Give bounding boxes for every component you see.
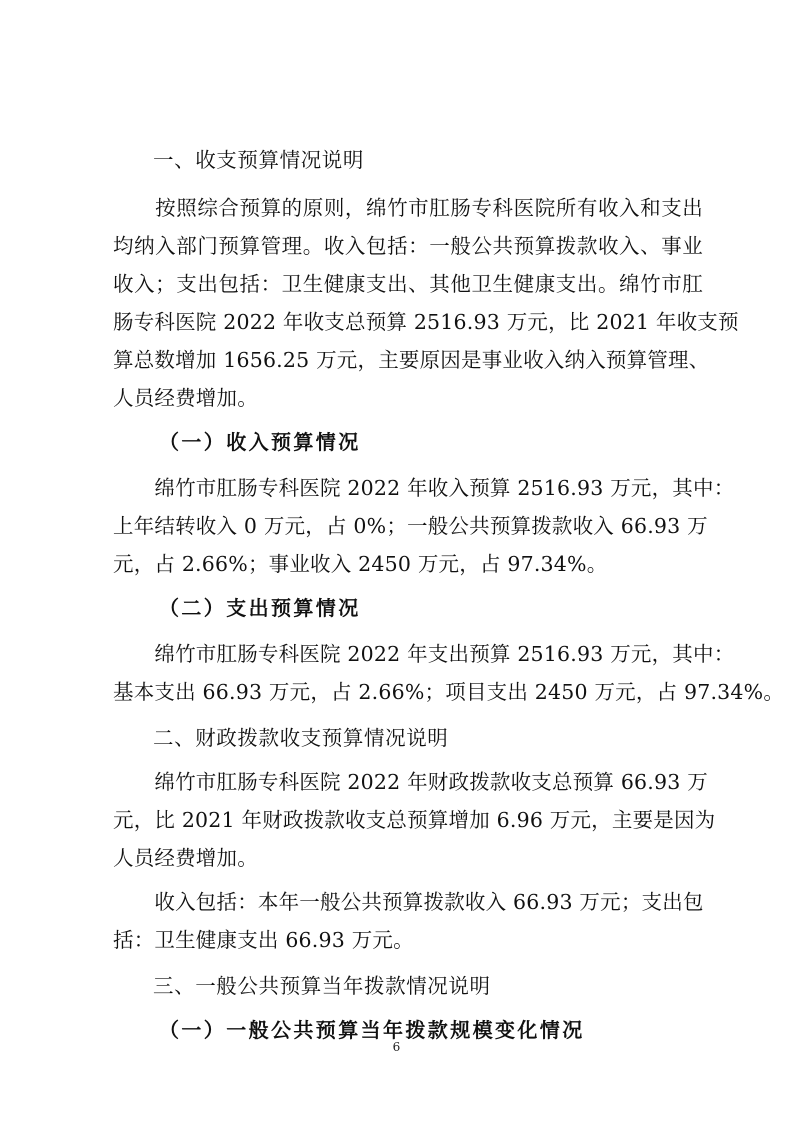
- paragraph: [113, 763, 716, 877]
- text-line: 绵竹市肛肠专科医院 2022 年收入预算 2516.93 万元，其中：: [113, 476, 735, 500]
- subsection-heading: （一）收入预算情况: [159, 430, 361, 454]
- text-line: 算总数增加 1656.25 万元，主要原因是事业收入纳入预算管理、: [113, 348, 710, 372]
- paragraph: [113, 635, 785, 711]
- section-heading: 一、收支预算情况说明: [153, 148, 364, 172]
- subsection-heading: （二）支出预算情况: [159, 596, 361, 620]
- paragraph: [113, 469, 735, 583]
- subsection-heading: （一）一般公共预算当年拨款规模变化情况: [159, 1018, 585, 1042]
- paragraph: [113, 883, 703, 959]
- page-number: 6: [392, 1040, 401, 1054]
- text-line: 基本支出 66.93 万元，占 2.66%；项目支出 2450 万元，占 97.34%。: [113, 680, 785, 704]
- text-line: 人员经费增加。: [113, 386, 258, 410]
- document-body: [113, 141, 785, 1057]
- text-line: 收入包括：本年一般公共预算拨款收入 66.93 万元；支出包: [113, 890, 704, 914]
- text-line: 收入；支出包括：卫生健康支出、其他卫生健康支出。绵竹市肛: [113, 272, 703, 296]
- text-line: 括：卫生健康支出 66.93 万元。: [113, 928, 414, 952]
- text-line: 元，占 2.66%；事业收入 2450 万元，占 97.34%。: [113, 552, 608, 576]
- text-line: 绵竹市肛肠专科医院 2022 年财政拨款收支总预算 66.93 万: [113, 770, 708, 794]
- text-line: 均纳入部门预算管理。收入包括：一般公共预算拨款收入、事业: [113, 234, 703, 258]
- text-line: 按照综合预算的原则，绵竹市肛肠专科医院所有收入和支出: [113, 196, 703, 220]
- text-line: 元，比 2021 年财政拨款收支总预算增加 6.96 万元，主要是因为: [113, 808, 716, 832]
- section-heading: 二、财政拨款收支预算情况说明: [153, 726, 449, 750]
- text-line: 人员经费增加。: [113, 846, 258, 870]
- text-line: 上年结转收入 0 万元，占 0%；一般公共预算拨款收入 66.93 万: [113, 514, 708, 538]
- text-line: 肠专科医院 2022 年收支总预算 2516.93 万元，比 2021 年收支预: [113, 310, 739, 334]
- section-heading: 三、一般公共预算当年拨款情况说明: [153, 974, 491, 998]
- text-line: 绵竹市肛肠专科医院 2022 年支出预算 2516.93 万元，其中：: [113, 642, 735, 666]
- paragraph: [113, 189, 739, 417]
